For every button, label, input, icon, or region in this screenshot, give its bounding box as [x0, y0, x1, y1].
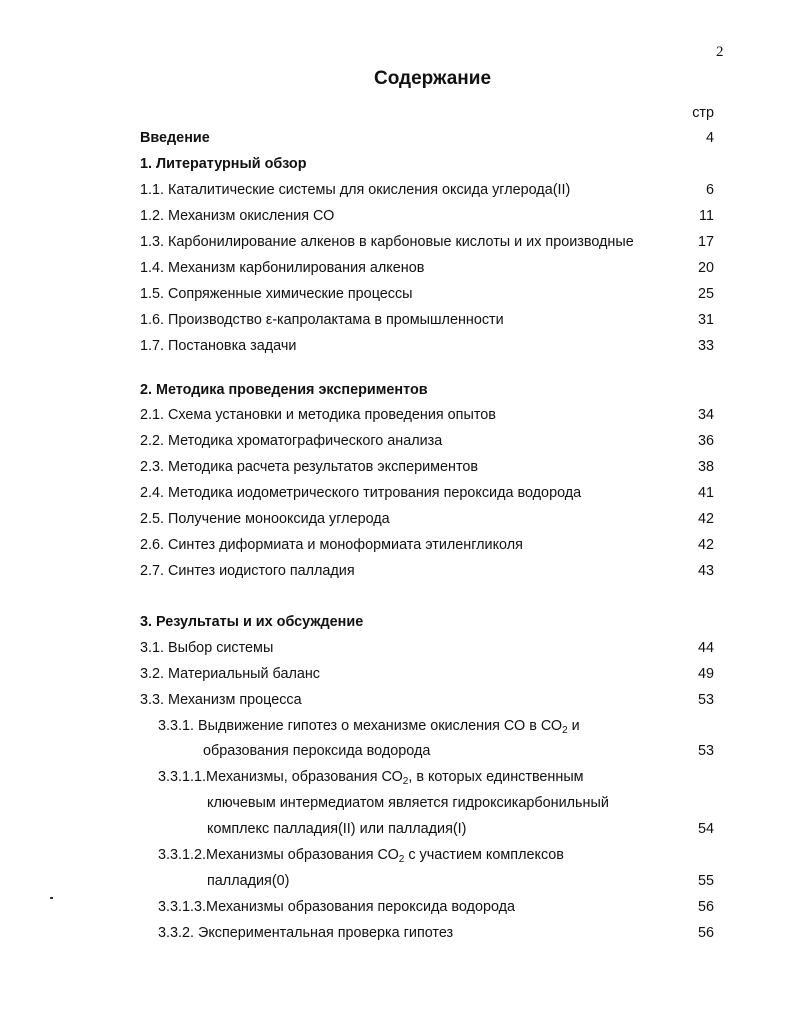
toc-entry-text: ключевым интермедиатом является гидроксикарбонильный: [207, 795, 609, 811]
toc-entry: [0, 923, 799, 943]
toc-entry-text: 1.3. Карбонилирование алкенов в карбоновые кислоты и их производные: [140, 234, 634, 250]
toc-section-heading: [0, 612, 799, 632]
toc-entry: [0, 664, 799, 684]
toc-entry-text: комплекс палладия(II) или палладия(I): [207, 821, 467, 837]
toc-entry: [0, 716, 799, 736]
toc-entry-text: [158, 767, 584, 789]
toc-entry-text: 1.1. Каталитические системы для окисления оксида углерода(II): [140, 182, 571, 198]
toc-entry-page: 11: [699, 208, 714, 224]
toc-entry-text: 2.5. Получение монооксида углерода: [140, 511, 390, 527]
toc-entry-text: 1.2. Механизм окисления СО: [140, 208, 335, 224]
toc-entry-page: 53: [697, 692, 714, 708]
toc-entry: [0, 561, 799, 581]
toc-section-heading: [0, 380, 799, 400]
toc-entry-text: 1.4. Механизм карбонилирования алкенов: [140, 260, 425, 276]
subscript: 2: [398, 854, 405, 865]
toc-entry-text: 3.3.2. Экспериментальная проверка гипотез: [158, 925, 454, 941]
toc-entry-page: 31: [697, 312, 714, 328]
scan-speck: [50, 897, 53, 899]
toc-entry-page: 6: [705, 182, 714, 198]
toc-entry-text: 3. Результаты и их обсуждение: [140, 614, 364, 630]
toc-entry: [0, 457, 799, 477]
toc-entry-text: 2. Методика проведения экспериментов: [140, 382, 428, 398]
toc-entry: [0, 509, 799, 529]
toc-entry-text: 1. Литературный обзор: [140, 156, 307, 172]
toc-entry: [0, 180, 799, 200]
toc-entry-page: 54: [697, 821, 714, 837]
toc-entry-text: 2.6. Синтез диформиата и моноформиата этиленгликоля: [140, 537, 523, 553]
toc-entry-text: 2.1. Схема установки и методика проведения опытов: [140, 407, 496, 423]
toc-entry-text: палладия(0): [207, 873, 290, 889]
toc-section-heading: [0, 154, 799, 174]
toc-entry-text: 1.7. Постановка задачи: [140, 338, 297, 354]
toc-entry-page: 43: [697, 563, 714, 579]
toc-entry-text-part: 3.3.1.1.Механизмы, образования СО: [158, 769, 403, 785]
toc-entry-continuation: [0, 871, 799, 891]
toc-entry-text: 1.5. Сопряженные химические процессы: [140, 286, 413, 302]
toc-entry: [0, 483, 799, 503]
toc-entry-text: 2.4. Методика иодометрического титрования пероксида водорода: [140, 485, 582, 501]
toc-entry: [0, 232, 799, 252]
toc-entry-text: 3.3.1.3.Механизмы образования пероксида водорода: [158, 899, 516, 915]
page-column-header: стр: [692, 105, 714, 121]
toc-entry-page: 55: [697, 873, 714, 889]
toc-entry-text: 3.2. Материальный баланс: [140, 666, 320, 682]
toc-entry-page: 34: [697, 407, 714, 423]
toc-entry-text: [158, 716, 580, 738]
toc-entry-text: образования пероксида водорода: [203, 743, 431, 759]
toc-entry-continuation: [0, 741, 799, 761]
page-column-header-row: [0, 103, 799, 123]
toc-entry: [0, 690, 799, 710]
toc-entry: [0, 897, 799, 917]
page-title: Содержание: [373, 68, 492, 89]
toc-entry-text-part: , в которых единственным: [408, 769, 584, 785]
toc-entry-page: 56: [697, 899, 714, 915]
toc-entry: [0, 767, 799, 787]
toc-entry: [0, 284, 799, 304]
toc-entry: [0, 336, 799, 356]
toc-entry: [0, 405, 799, 425]
toc-entry: [0, 638, 799, 658]
toc-entry-text-part: и: [567, 718, 580, 734]
toc-entry: [0, 206, 799, 226]
toc-entry-continuation: [0, 819, 799, 839]
toc-entry-text: 2.3. Методика расчета результатов экспериментов: [140, 459, 479, 475]
toc-entry-page: 36: [697, 433, 714, 449]
toc-entry-text-part: 3.3.1. Выдвижение гипотез о механизме окисления СО в СО: [158, 718, 563, 734]
toc-entry-page: 42: [697, 537, 714, 553]
toc-entry: [0, 431, 799, 451]
toc-entry-text: 1.6. Производство ε-капролактама в промышленности: [140, 312, 504, 328]
toc-entry: [0, 845, 799, 865]
toc-entry-text-part: с участием комплексов: [404, 847, 564, 863]
toc-entry-text: 2.7. Синтез иодистого палладия: [140, 563, 355, 579]
toc-entry-text: 3.3. Механизм процесса: [140, 692, 302, 708]
toc-entry-page: 33: [697, 338, 714, 354]
toc-entry-page: 38: [697, 459, 714, 475]
toc-entry-page: 49: [697, 666, 714, 682]
toc-entry-page: 56: [697, 925, 714, 941]
subscript: 2: [562, 725, 568, 736]
toc-entry-continuation: [0, 793, 799, 813]
toc-entry-page: 25: [697, 286, 714, 302]
toc-entry-page: 41: [697, 485, 714, 501]
toc-entry-page: 4: [705, 130, 714, 146]
subscript: 2: [402, 776, 409, 787]
toc-entry-text: [158, 845, 564, 867]
toc-entry-text: Введение: [140, 130, 210, 146]
toc-entry: [0, 128, 799, 148]
toc-entry-page: 20: [697, 260, 714, 276]
toc-entry-text: 3.1. Выбор системы: [140, 640, 274, 656]
toc-entry: [0, 258, 799, 278]
toc-entry-page: 17: [697, 234, 714, 250]
toc-entry-page: 44: [697, 640, 714, 656]
toc-entry-text-part: 3.3.1.2.Механизмы образования СО: [158, 847, 399, 863]
toc-entry: [0, 310, 799, 330]
toc-entry: [0, 535, 799, 555]
toc-entry-page: 53: [697, 743, 714, 759]
page-number: 2: [716, 44, 724, 60]
toc-entry-page: 42: [697, 511, 714, 527]
toc-entry-text: 2.2. Методика хроматографического анализа: [140, 433, 443, 449]
